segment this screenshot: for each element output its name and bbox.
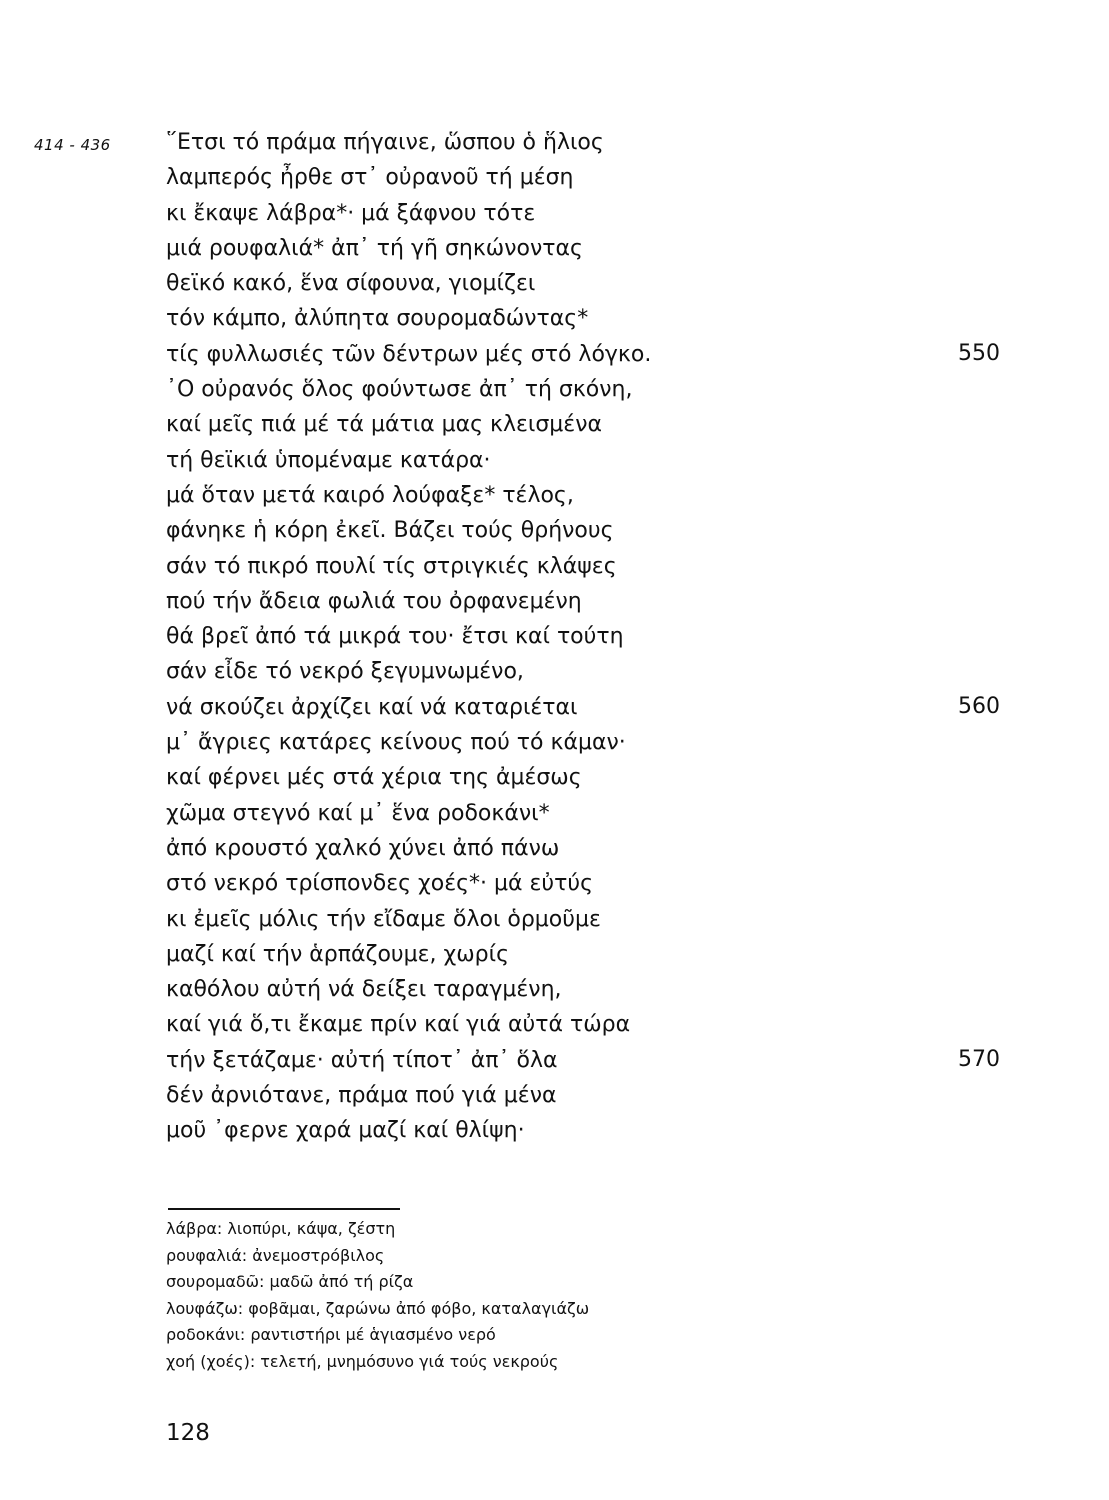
verse-line: καί μεῖς πιά μέ τά μάτια μας κλεισμένα (166, 412, 602, 438)
verse-line: νά σκούζει ἀρχίζει καί νά καταριέται (166, 694, 578, 720)
verse-line: τή θεϊκιά ὑπομέναμε κατάρα· (166, 447, 491, 473)
verse-line: ἀπό κρουστό χαλκό χύνει ἀπό πάνω (166, 835, 560, 861)
verse-line: ῞Ετσι τό πράμα πήγαινε, ὥσπου ὁ ἥλιος (166, 130, 604, 155)
footnote: χοή (χοές): τελετή, μνημόσυνο γιά τούς νεκρούς (166, 1351, 559, 1371)
footnote-divider (168, 1208, 400, 1210)
verse-line: πού τήν ἄδεια φωλιά του ὀρφανεμένη (166, 588, 582, 614)
footnote: λάβρα: λιοπύρι, κάψα, ζέστη (166, 1219, 396, 1238)
verse-line: σάν τό πικρό πουλί τίς στριγκιές κλάψες (166, 553, 617, 579)
verse-line: μά ὅταν μετά καιρό λούφαξε* τέλος, (166, 482, 574, 508)
line-number-550: 550 (958, 341, 1000, 366)
verse-line: μαζί καί τήν ἁρπάζουμε, χωρίς (166, 941, 509, 967)
verse-line: λαμπερός ἦρθε στ᾿ οὐρανοῦ τή μέση (166, 165, 574, 191)
verse-line: μιά ρουφαλιά* ἀπ᾿ τή γῆ σηκώνοντας (166, 235, 583, 261)
footnote: λουφάζω: φοβᾶμαι, ζαρώνω ἀπό φόβο, καταλαγιάζω (166, 1298, 590, 1318)
verse-line: σάν εἶδε τό νεκρό ξεγυμνωμένο, (166, 659, 524, 685)
verse-line: κι ἐμεῖς μόλις τήν εἴδαμε ὅλοι ὁρμοῦμε (166, 906, 601, 932)
verse-line: θεϊκό κακό, ἕνα σίφουνα, γιομίζει (166, 271, 536, 297)
verse-line: χῶμα στεγνό καί μ᾿ ἕνα ροδοκάνι* (166, 800, 550, 826)
verse-line: καί γιά ὅ,τι ἔκαμε πρίν καί γιά αὐτά τώρα (166, 1012, 631, 1038)
line-number-570: 570 (958, 1047, 1000, 1072)
verse-range-reference: 414 - 436 (34, 136, 111, 154)
verse-line: δέν ἀρνιότανε, πράμα πού γιά μένα (166, 1083, 557, 1109)
footnote: σουρομαδῶ: μαδῶ ἀπό τή ρίζα (166, 1272, 414, 1292)
verse-line: καί φέρνει μές στά χέρια της ἀμέσως (166, 765, 582, 791)
verse-block (166, 125, 866, 1149)
verse-line: τίς φυλλωσιές τῶν δέντρων μές στό λόγκο. (166, 341, 652, 367)
verse-line: μοῦ ᾿φερνε χαρά μαζί καί θλίψη· (166, 1118, 525, 1144)
verse-line: θά βρεῖ ἀπό τά μικρά του· ἔτσι καί τούτη (166, 624, 624, 650)
verse-line: ᾿Ο οὐρανός ὅλος φούντωσε ἀπ᾿ τή σκόνη, (166, 377, 633, 403)
footnote: ρουφαλιά: ἀνεμοστρόβιλος (166, 1245, 385, 1265)
verse-line: μ᾿ ἄγριες κατάρες κείνους πού τό κάμαν· (166, 730, 626, 756)
verse-line: καθόλου αὐτή νά δείξει ταραγμένη, (166, 977, 562, 1003)
footnote: ροδοκάνι: ραντιστήρι μέ ἁγιασμένο νερό (166, 1325, 496, 1345)
footnotes-block (166, 1216, 589, 1376)
verse-line: κι ἔκαψε λάβρα*· μά ξάφνου τότε (166, 200, 536, 226)
line-number-560: 560 (958, 694, 1000, 719)
verse-line: στό νεκρό τρίσπονδες χοές*· μά εὐτύς (166, 871, 594, 897)
verse-line: τόν κάμπο, ἀλύπητα σουρομαδώντας* (166, 306, 589, 332)
verse-line: φάνηκε ἡ κόρη ἐκεῖ. Βάζει τούς θρήνους (166, 518, 614, 544)
page-number: 128 (166, 1420, 210, 1446)
verse-line: τήν ξετάζαμε· αὐτή τίποτ᾿ ἀπ᾿ ὅλα (166, 1047, 558, 1073)
